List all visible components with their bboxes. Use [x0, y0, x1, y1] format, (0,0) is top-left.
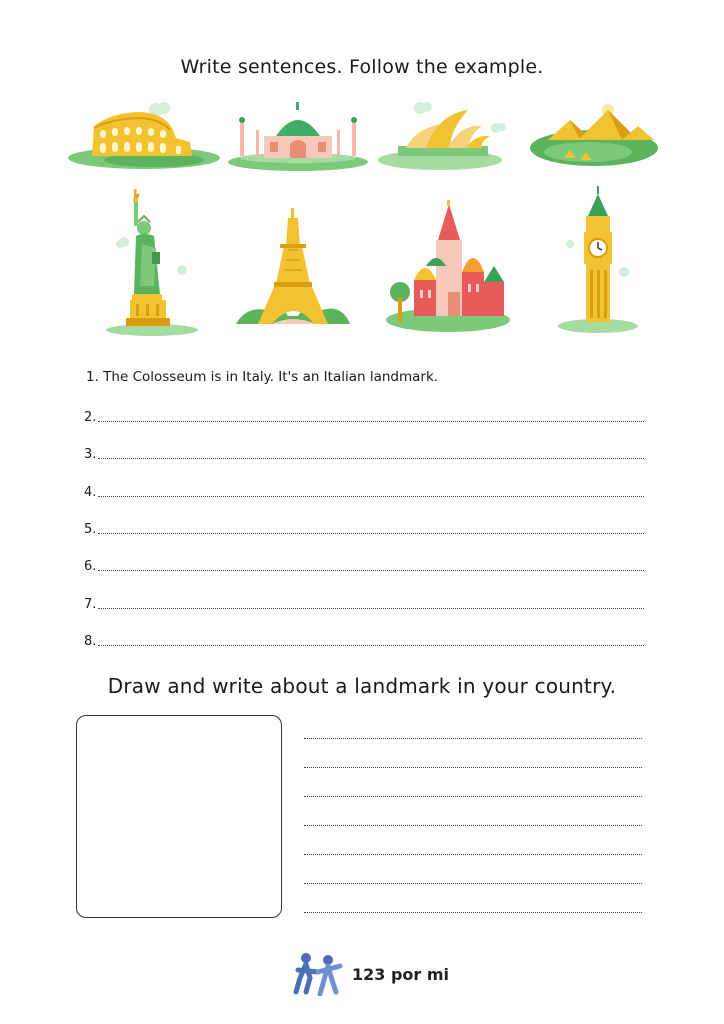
example-sentence: 1. The Colosseum is in Italy. It's an Italian landmark. [86, 369, 439, 385]
writing-line[interactable] [304, 795, 642, 797]
answer-line-8[interactable] [84, 630, 644, 648]
writing-line[interactable] [304, 882, 642, 884]
dotted-line [98, 644, 644, 646]
brand-name: 123 por mi [352, 964, 450, 984]
line-number: 2. [84, 410, 97, 425]
line-number: 7. [84, 597, 97, 612]
answer-line-3[interactable] [84, 443, 644, 461]
answer-line-5[interactable] [84, 518, 644, 536]
drawing-box[interactable] [76, 715, 282, 918]
writing-line[interactable] [304, 824, 642, 826]
footer-brand [292, 952, 449, 996]
line-number: 5. [84, 522, 97, 537]
writing-line[interactable] [304, 853, 642, 855]
sydney-opera-house-icon [376, 100, 514, 174]
line-number: 8. [84, 634, 97, 649]
colosseum-icon [64, 98, 222, 172]
answer-line-6[interactable] [84, 555, 644, 573]
eiffel-tower-icon [232, 206, 354, 332]
statue-of-liberty-icon [96, 186, 200, 338]
writing-line[interactable] [304, 911, 642, 913]
answer-line-4[interactable] [84, 481, 644, 499]
writing-line[interactable] [304, 737, 642, 739]
line-number: 6. [84, 559, 97, 574]
dotted-line [98, 569, 644, 571]
draw-heading: Draw and write about a landmark in your country. [107, 674, 617, 698]
taj-mahal-icon [226, 100, 370, 174]
saint-basils-cathedral-icon [384, 200, 514, 334]
dotted-line [98, 420, 644, 422]
kids-logo-icon [292, 952, 344, 996]
pyramids-icon [528, 98, 662, 174]
dotted-line [98, 495, 644, 497]
writing-line[interactable] [304, 766, 642, 768]
big-ben-icon [556, 186, 640, 336]
dotted-line [98, 532, 644, 534]
line-number: 4. [84, 485, 97, 500]
answer-line-7[interactable] [84, 593, 644, 611]
dotted-line [98, 457, 644, 459]
dotted-line [98, 607, 644, 609]
worksheet-title: Write sentences. Follow the example. [180, 56, 544, 78]
line-number: 3. [84, 447, 97, 462]
answer-line-2[interactable] [84, 406, 644, 424]
